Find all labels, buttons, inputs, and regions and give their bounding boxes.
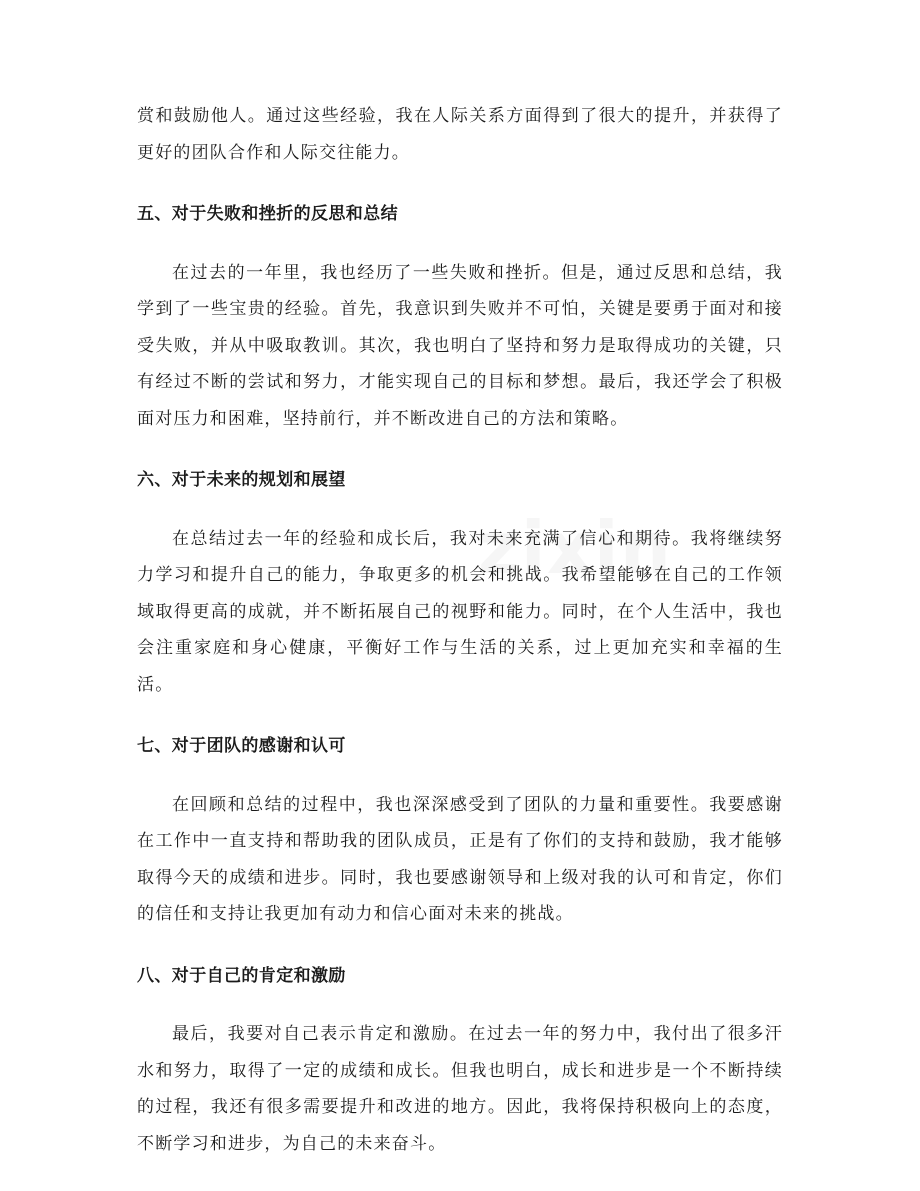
section-8 — [137, 958, 783, 1163]
section-body: 在回顾和总结的过程中，我也深深感受到了团队的力量和重要性。我要感谢在工作中一直支持和帮助我的团队成员，正是有了你们的支持和鼓励，我才能够取得今天的成绩和进步。同时，我也要感谢领导和上级对我的认可和肯定，你们的信任和支持让我更加有动力和信心面对未来的挑战。 — [137, 794, 783, 924]
section-5 — [137, 196, 783, 437]
document-page — [137, 98, 783, 1162]
section-body: 在过去的一年里，我也经历了一些失败和挫折。但是，通过反思和总结，我学到了一些宝贵的经验。首先，我意识到失败并不可怕，关键是要勇于面对和接受失败，并从中吸取教训。其次，我也明白了坚持和努力是取得成功的关键，只有经过不断的尝试和努力，才能实现自己的目标和梦想。最后，我还学会了积极面对压力和困难，坚持前行，并不断改进自己的方法和策略。 — [137, 262, 783, 429]
section-heading: 七、对于团队的感谢和认可 — [137, 736, 346, 756]
section-7 — [137, 728, 783, 933]
section-heading: 八、对于自己的肯定和激励 — [137, 965, 346, 986]
section-heading: 五、对于失败和挫折的反思和总结 — [137, 204, 398, 224]
section-6 — [137, 462, 783, 703]
section-body: 最后，我要对自己表示肯定和激励。在过去一年的努力中，我付出了很多汗水和努力，取得了一定的成绩和成长。但我也明白，成长和进步是一个不断持续的过程，我还有很多需要提升和改进的地方。因此，我将保持积极向上的态度，不断学习和进步，为自己的未来奋斗。 — [137, 1024, 783, 1154]
section-body: 在总结过去一年的经验和成长后，我对未来充满了信心和期待。我将继续努力学习和提升自己的能力，争取更多的机会和挑战。我希望能够在自己的工作领域取得更高的成就，并不断拓展自己的视野和能力。同时，在个人生活中，我也会注重家庭和身心健康，平衡好工作与生活的关系，过上更加充实和幸福的生活。 — [137, 528, 783, 695]
section-heading: 六、对于未来的规划和展望 — [137, 470, 346, 490]
intro-paragraph: 赏和鼓励他人。通过这些经验，我在人际关系方面得到了很大的提升，并获得了更好的团队合作和人际交往能力。 — [137, 106, 783, 163]
